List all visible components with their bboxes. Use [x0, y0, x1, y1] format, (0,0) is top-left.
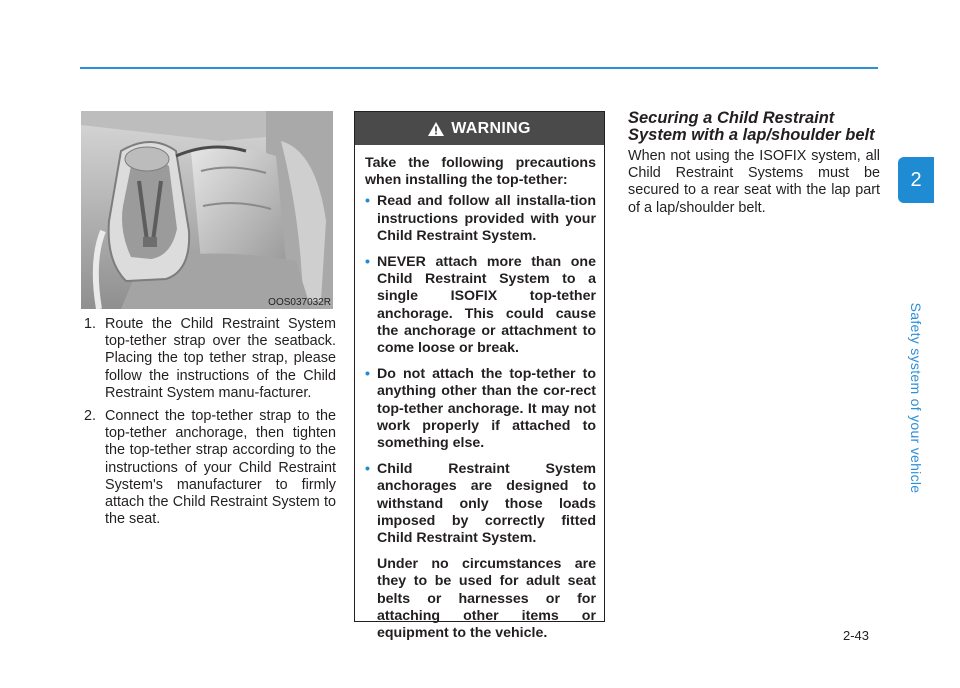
section-title: Securing a Child Restraint System with a lap/shoulder belt	[628, 109, 875, 144]
warning-item	[365, 254, 596, 357]
step-text: Connect the top-tether strap to the top-tether anchorage, then tighten the top-tether strap according to the instructions of your Child Restraint System's manufacturer to firmly attach the Child Restraint System to the seat.	[105, 408, 336, 528]
warning-item-text: Read and follow all installa-tion instructions provided with your Child Restraint System.	[377, 193, 596, 244]
step-number: 2.	[84, 408, 97, 425]
bullet-icon: •	[365, 461, 370, 478]
step-item	[84, 316, 336, 402]
page-number: 2-43	[843, 628, 870, 643]
header-rule	[80, 67, 878, 69]
step-text: Route the Child Restraint System top-tether strap over the seatback. Placing the top tether strap, please follow the instructions of the Child Restraint System manu-facturer.	[105, 316, 336, 401]
warning-list	[365, 193, 596, 642]
bullet-icon: •	[365, 366, 370, 383]
bullet-icon: •	[365, 193, 370, 210]
step-number: 1.	[84, 316, 97, 332]
warning-header	[355, 112, 604, 145]
warning-item-text: Child Restraint System anchorages are designed to withstand only those loads imposed by correctly fitted Child Restraint System.	[377, 461, 596, 547]
warning-item	[365, 193, 596, 245]
warning-item	[365, 461, 596, 642]
warning-title: WARNING	[451, 119, 531, 137]
warning-item	[365, 366, 596, 452]
warning-body	[355, 145, 604, 642]
warning-box	[354, 111, 605, 642]
warning-triangle-icon	[428, 122, 444, 136]
install-steps	[84, 316, 336, 534]
warning-item-text: NEVER attach more than one Child Restraint System to a single ISOFIX top-tether anchorage. This could cause the anchorage or attachment to come loose or break.	[377, 254, 596, 357]
warning-item-text: Do not attach the top-tether to anything other than the cor-rect top-tether anchorage. It may not work properly if attached to something else.	[377, 366, 596, 452]
chapter-tab: 2	[898, 157, 934, 203]
section-body: When not using the ISOFIX system, all Child Restraint Systems must be secured to a rear seat with the lap part of a lap/shoulder belt.	[628, 148, 880, 216]
child-seat-illustration	[81, 111, 333, 309]
bullet-icon: •	[365, 254, 370, 271]
figure-code: OOS037032R	[268, 297, 331, 308]
chapter-title: Safety system of your vehicle	[908, 302, 924, 494]
warning-item-text: Under no circumstances are they to be used for adult seat belts or harnesses or for attaching other items or equipment to the vehicle.	[377, 556, 596, 642]
warning-intro: Take the following precautions when installing the top-tether:	[365, 155, 596, 189]
step-item	[84, 408, 336, 528]
child-seat-photo	[81, 111, 333, 309]
